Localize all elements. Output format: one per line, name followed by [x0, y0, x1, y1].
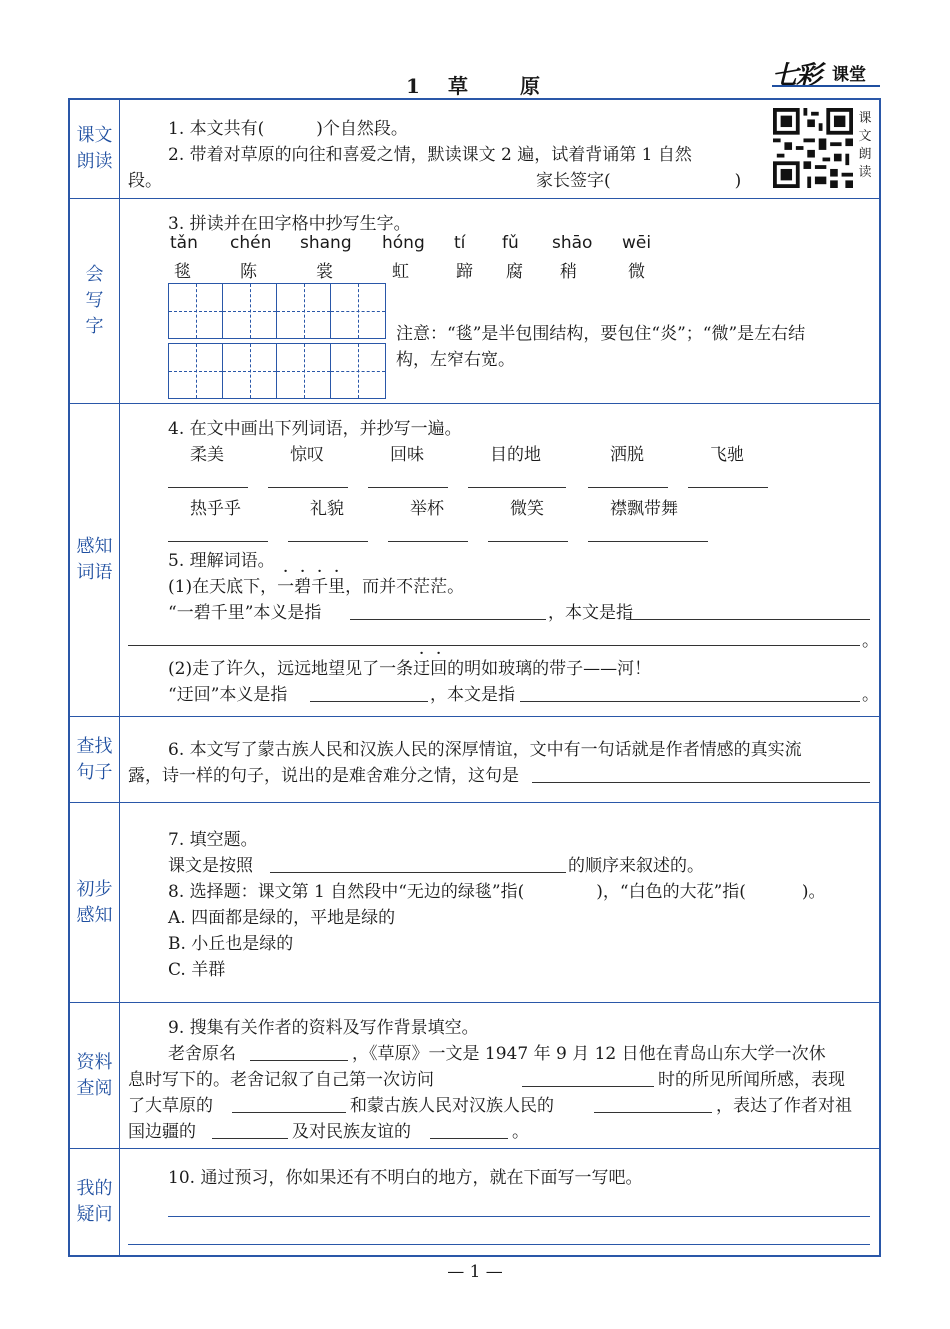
word-8: 举杯 — [410, 499, 444, 519]
brand-sub: 课堂 — [832, 65, 866, 85]
tianzige-cell[interactable] — [331, 284, 385, 338]
label-line: 会 — [85, 264, 104, 285]
q1-text-b: )个自然段。 — [316, 119, 408, 139]
word-copy-blank[interactable] — [368, 468, 448, 488]
q9-line-4b: 及对民族友谊的 — [292, 1122, 411, 1142]
label-line: 感知 — [76, 536, 113, 557]
q5-2-literal: “迂回”本义是指 — [168, 685, 288, 705]
word-10: 襟飘带舞 — [610, 499, 678, 519]
label-line: 我的 — [76, 1178, 113, 1199]
question-3: 3. 拼读并在田字格中抄写生字。 — [168, 214, 411, 234]
tianzige-cell[interactable] — [223, 344, 277, 398]
label-line: 查阅 — [76, 1077, 113, 1099]
section-writing — [70, 199, 879, 404]
q9-line-2b: 时的所见所闻所感，表现 — [658, 1070, 845, 1090]
word-copy-blank[interactable] — [468, 468, 566, 488]
parent-signature — [536, 166, 741, 191]
character-7: 微 — [628, 262, 645, 282]
label-line: 初步 — [76, 878, 113, 900]
q9-line-4a: 国边疆的 — [128, 1122, 196, 1142]
q9-line-2a: 息时写下的。老舍记叙了自己第一次访问 — [128, 1070, 434, 1090]
q6-answer-blank[interactable] — [532, 763, 870, 783]
pinyin-6: shāo — [552, 233, 593, 253]
writing-note-1: 注意：“毯”是半包围结构，要包住“炎”；“微”是左右结 — [396, 324, 806, 344]
tianzige-grid-1 — [168, 283, 386, 339]
q1-text-a: 1. 本文共有( — [168, 119, 265, 139]
character-6: 稍 — [560, 262, 577, 282]
q5-1-context: ，本文是指 — [548, 603, 633, 623]
qr-label-char: 文 — [858, 129, 872, 144]
question-2: 2. 带着对草原的向往和喜爱之情，默读课文 2 遍，试着背诵第 1 自然 — [168, 145, 692, 165]
q8-text-c: )。 — [801, 882, 826, 902]
qr-label — [856, 110, 874, 182]
brand-main: 七彩 — [772, 61, 821, 91]
label-line: 查找 — [76, 735, 113, 757]
word-6: 热乎乎 — [190, 499, 241, 519]
q9-line-1b: ，《草原》一文是 1947 年 9 月 12 日他在青岛山东大学一次休 — [352, 1044, 826, 1064]
question-5-1: (1)在天底下，一碧千里，而并不茫茫。 — [168, 577, 465, 597]
sign-label: 家长签字( — [536, 171, 611, 191]
question-9: 9. 搜集有关作者的资料及写作背景填空。 — [168, 1018, 479, 1038]
character-3: 虹 — [392, 262, 409, 282]
pinyin-0: tǎn — [170, 233, 198, 253]
brand-rule — [772, 85, 880, 87]
q5-1-literal-blank[interactable] — [350, 600, 546, 620]
label-line: 资料 — [76, 1051, 113, 1073]
word-copy-blank[interactable] — [288, 522, 368, 542]
character-2: 裳 — [316, 262, 333, 282]
section-vocabulary — [70, 404, 879, 717]
grassland-blank[interactable] — [232, 1093, 346, 1113]
q5-1-context-blank-a[interactable] — [626, 600, 870, 620]
qr-label-char: 读 — [858, 165, 872, 180]
tianzige-cell[interactable] — [277, 344, 331, 398]
sign-end: ) — [734, 171, 742, 191]
qr-code-icon[interactable] — [773, 108, 853, 188]
unity-blank[interactable] — [430, 1119, 508, 1139]
q8-text-a: 8. 选择题：课文第 1 自然段中“无边的绿毯”指( — [168, 882, 525, 902]
tianzige-grid-2 — [168, 343, 386, 399]
word-copy-blank[interactable] — [388, 522, 468, 542]
q7-prefix: 课文是按照 — [168, 856, 253, 876]
author-name-blank[interactable] — [250, 1041, 348, 1061]
word-3: 目的地 — [490, 445, 541, 465]
label-line: 词语 — [76, 562, 113, 583]
section-first-impression — [70, 803, 879, 1003]
q5-2-context-blank[interactable] — [520, 682, 860, 702]
question-1 — [168, 114, 408, 139]
q9-line-3b: 和蒙古族人民对汉族人民的 — [350, 1096, 554, 1116]
section-label — [70, 199, 120, 403]
label-line: 感知 — [76, 904, 113, 926]
label-line: 字 — [85, 316, 104, 337]
visit-place-blank[interactable] — [522, 1067, 654, 1087]
page-title: 1 草 原 — [406, 74, 544, 98]
q9-line-4c: 。 — [512, 1122, 529, 1142]
pinyin-5: fǔ — [502, 233, 519, 253]
section-label — [70, 803, 120, 1002]
section-label — [70, 404, 120, 716]
word-9: 微笑 — [510, 499, 544, 519]
border-blank[interactable] — [212, 1119, 288, 1139]
word-1: 惊叹 — [290, 445, 324, 465]
word-copy-blank[interactable] — [488, 522, 568, 542]
option-a: A. 四面都是绿的，平地是绿的 — [168, 908, 396, 928]
word-4: 洒脱 — [610, 445, 644, 465]
q5-1-literal: “一碧千里”本义是指 — [168, 603, 322, 623]
word-5: 飞驰 — [710, 445, 744, 465]
tianzige-cell[interactable] — [331, 344, 385, 398]
q5-2-literal-blank[interactable] — [310, 682, 428, 702]
question-7: 7. 填空题。 — [168, 830, 258, 850]
writing-note-2: 构，左窄右宽。 — [396, 350, 515, 370]
word-copy-blank[interactable] — [168, 522, 268, 542]
label-line: 朗读 — [76, 151, 113, 172]
brand-logo — [772, 55, 880, 91]
option-c: C. 羊群 — [168, 960, 226, 980]
word-2: 回味 — [390, 445, 424, 465]
question-5: 5. 理解词语。 — [168, 551, 275, 571]
word-copy-blank[interactable] — [688, 468, 768, 488]
word-0: 柔美 — [190, 445, 224, 465]
label-line: 写 — [85, 290, 104, 311]
question-5-2: (2)走了许久，远远地望见了一条迂回的明如玻璃的带子——河！ — [168, 659, 652, 679]
question-line-1[interactable] — [168, 1197, 870, 1217]
tianzige-cell[interactable] — [277, 284, 331, 338]
q7-blank[interactable] — [270, 853, 566, 873]
question-6-line-2: 露，诗一样的句子，说出的是难舍难分之情，这句是 — [128, 766, 519, 786]
friendship-blank[interactable] — [594, 1093, 712, 1113]
period: 。 — [862, 631, 879, 651]
qr-label-char: 朗 — [858, 147, 872, 162]
period: 。 — [862, 685, 879, 705]
section-label — [70, 1149, 120, 1255]
q5-2-context: ，本文是指 — [430, 685, 515, 705]
pinyin-1: chén — [230, 233, 272, 253]
character-0: 毯 — [174, 262, 191, 282]
section-reading — [70, 100, 879, 199]
section-find-sentence — [70, 717, 879, 803]
page-number: — 1 — — [447, 1262, 503, 1282]
section-research — [70, 1003, 879, 1149]
q5-1-context-blank-b[interactable] — [128, 626, 860, 646]
question-8 — [168, 877, 826, 902]
tianzige-cell[interactable] — [223, 284, 277, 338]
tianzige-cell[interactable] — [169, 284, 223, 338]
label-line: 课文 — [76, 125, 113, 146]
word-7: 礼貌 — [310, 499, 344, 519]
q9-line-3a: 了大草原的 — [128, 1096, 213, 1116]
pinyin-7: wēi — [622, 233, 652, 253]
q9-line-1a: 老舍原名 — [168, 1044, 236, 1064]
question-line-2[interactable] — [128, 1225, 870, 1245]
section-label — [70, 717, 120, 802]
label-line: 句子 — [76, 761, 113, 783]
q8-text-b: )，“白色的大花”指( — [596, 882, 746, 902]
pinyin-3: hóng — [382, 233, 425, 253]
character-5: 腐 — [506, 262, 523, 282]
pinyin-2: shang — [300, 233, 352, 253]
word-copy-blank[interactable] — [268, 468, 348, 488]
character-1: 陈 — [240, 262, 257, 282]
character-4: 蹄 — [456, 262, 473, 282]
worksheet-frame — [68, 98, 881, 1257]
question-6-line-1: 6. 本文写了蒙古族人民和汉族人民的深厚情谊，文中有一句话就是作者情感的真实流 — [168, 740, 802, 760]
option-b: B. 小丘也是绿的 — [168, 934, 294, 954]
section-label — [70, 1003, 120, 1148]
pinyin-4: tí — [454, 233, 466, 253]
qr-label-char: 课 — [858, 111, 872, 126]
word-copy-blank[interactable] — [588, 468, 668, 488]
tianzige-cell[interactable] — [169, 344, 223, 398]
label-line: 疑问 — [76, 1204, 113, 1225]
question-2-end: 段。 — [128, 171, 162, 191]
q7-suffix: 的顺序来叙述的。 — [568, 856, 704, 876]
section-questions — [70, 1149, 879, 1255]
question-10: 10. 通过预习，你如果还有不明白的地方，就在下面写一写吧。 — [168, 1168, 643, 1188]
word-copy-blank[interactable] — [168, 468, 248, 488]
q9-line-3c: ，表达了作者对祖 — [716, 1096, 852, 1116]
question-4: 4. 在文中画出下列词语，并抄写一遍。 — [168, 419, 462, 439]
word-copy-blank[interactable] — [588, 522, 708, 542]
section-label — [70, 100, 120, 198]
